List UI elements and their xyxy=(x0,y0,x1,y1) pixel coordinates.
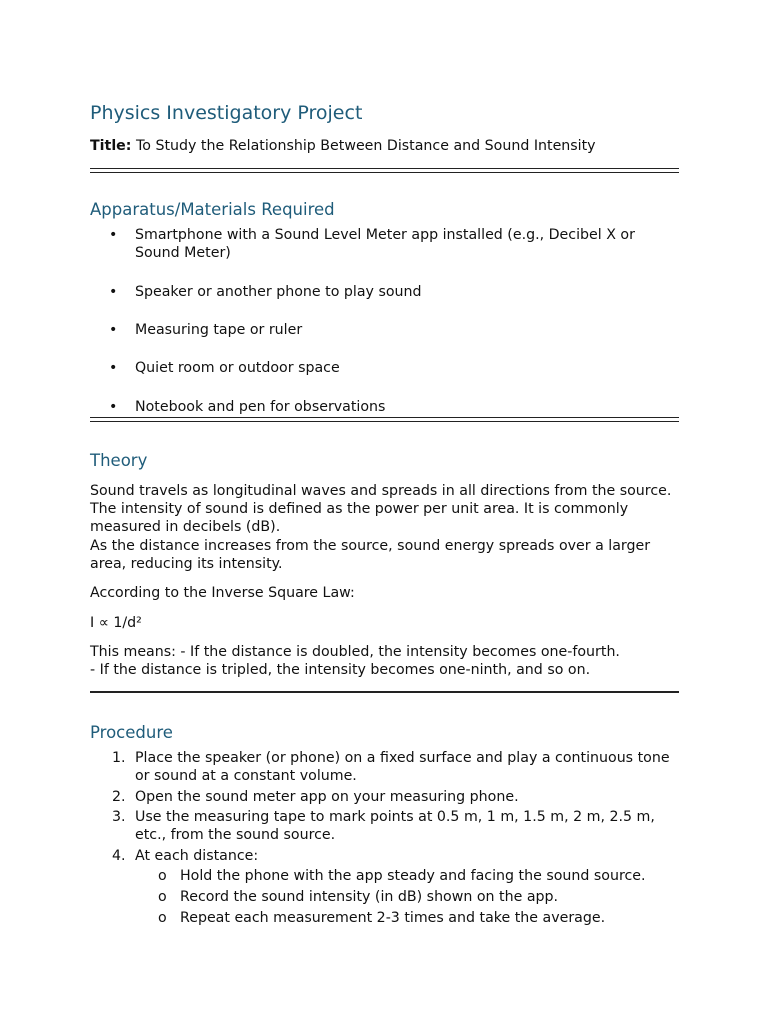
list-item-text: Quiet room or outdoor space xyxy=(135,360,340,376)
bullet-icon: • xyxy=(109,227,118,243)
step-number: 2. xyxy=(112,789,126,805)
list-item xyxy=(109,359,680,377)
means-line-1: This means: - If the distance is doubled, the intensity becomes one-fourth. xyxy=(90,644,620,660)
procedure-heading: Procedure xyxy=(90,723,173,742)
theory-text-2: As the distance increases from the source, sound energy spreads over a larger area, reducing its intensity. xyxy=(90,537,651,572)
formula: I ∝ 1/d² xyxy=(90,615,142,631)
list-item xyxy=(112,808,680,844)
list-item xyxy=(109,226,680,262)
law-intro: According to the Inverse Square Law: xyxy=(90,585,355,601)
circle-bullet-icon: o xyxy=(158,889,167,905)
step-number: 4. xyxy=(112,848,126,864)
bullet-icon: • xyxy=(109,284,118,300)
bullet-icon: • xyxy=(109,360,118,376)
bullet-icon: • xyxy=(109,322,118,338)
sub-step-text: Record the sound intensity (in dB) shown on the app. xyxy=(180,889,559,905)
list-item xyxy=(109,283,680,301)
means-line-2: - If the distance is tripled, the intensity becomes one-ninth, and so on. xyxy=(90,662,591,679)
project-title-line xyxy=(90,138,596,154)
list-item xyxy=(112,847,680,865)
step-text: Use the measuring tape to mark points at 0.5 m, 1 m, 1.5 m, 2 m, 2.5 m, etc., from the sound source. xyxy=(135,809,655,843)
list-item-text: Measuring tape or ruler xyxy=(135,322,303,338)
theory-heading: Theory xyxy=(90,451,148,470)
step-text: At each distance: xyxy=(135,848,259,864)
title-label: Title: xyxy=(90,138,132,154)
section-divider xyxy=(90,168,679,173)
circle-bullet-icon: o xyxy=(158,868,167,884)
theory-text-1: Sound travels as longitudinal waves and spreads in all directions from the source. The intensity of sound is defined as the power per unit area. It is commonly measured in decibels (dB). xyxy=(90,483,672,536)
list-item-text: Smartphone with a Sound Level Meter app installed (e.g., Decibel X or Sound Meter) xyxy=(135,227,635,261)
page-title: Physics Investigatory Project xyxy=(90,102,363,124)
circle-bullet-icon: o xyxy=(158,910,167,926)
theory-paragraph xyxy=(90,482,679,573)
list-item xyxy=(158,888,690,906)
list-item xyxy=(109,398,680,416)
list-item xyxy=(112,749,680,785)
list-item-text: Notebook and pen for observations xyxy=(135,399,386,415)
sub-step-text: Repeat each measurement 2-3 times and take the average. xyxy=(180,910,606,926)
step-text: Place the speaker (or phone) on a fixed surface and play a continuous tone or sound at a constant volume. xyxy=(135,750,670,784)
step-text: Open the sound meter app on your measuring phone. xyxy=(135,789,519,805)
bullet-icon: • xyxy=(109,399,118,415)
sub-step-text: Hold the phone with the app steady and facing the sound source. xyxy=(180,868,646,884)
list-item xyxy=(112,788,680,806)
list-item xyxy=(158,909,690,927)
step-number: 1. xyxy=(112,750,126,766)
theory-explanation xyxy=(90,643,679,679)
list-item xyxy=(109,321,680,339)
section-divider xyxy=(90,417,679,422)
list-item xyxy=(158,867,690,885)
step-number: 3. xyxy=(112,809,126,825)
section-divider xyxy=(90,691,679,693)
title-text: To Study the Relationship Between Distance and Sound Intensity xyxy=(136,138,596,154)
list-item-text: Speaker or another phone to play sound xyxy=(135,284,422,300)
apparatus-heading: Apparatus/Materials Required xyxy=(90,200,335,219)
